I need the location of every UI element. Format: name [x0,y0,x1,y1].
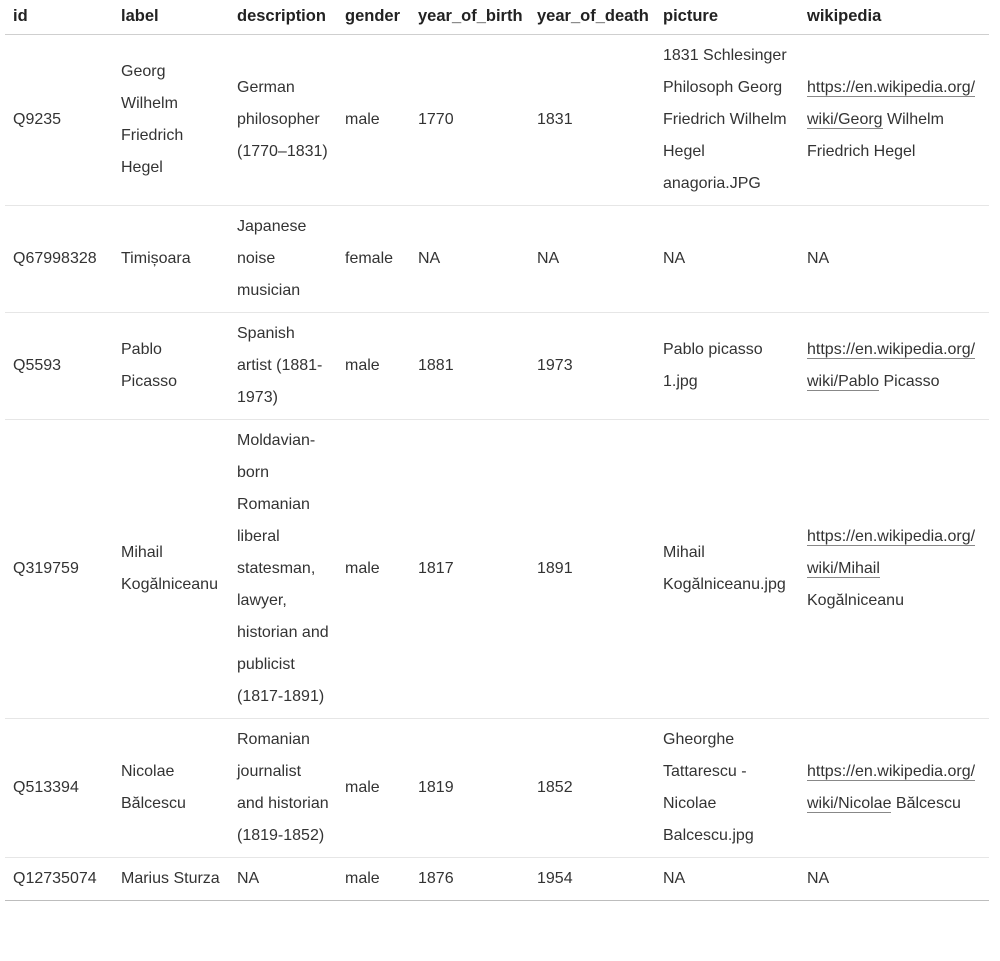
cell-label: Pablo Picasso [113,313,229,420]
cell-picture: 1831 Schlesinger Philosoph Georg Friedrich Wilhelm Hegel anagoria.JPG [655,35,799,206]
cell-year-of-birth: NA [410,206,529,313]
table-row [5,420,989,719]
wikipedia-link[interactable]: https://en.wikipedia.org/wiki/Nicolae [807,763,976,812]
cell-wikipedia [799,858,989,901]
people-table [5,0,989,901]
header-row [5,0,989,35]
cell-label: Timișoara [113,206,229,313]
cell-id: Q319759 [5,420,113,719]
wikipedia-link-rest: Wilhelm Friedrich Hegel [807,111,944,160]
wikipedia-link[interactable]: https://en.wikipedia.org/wiki/Georg [807,79,976,128]
cell-gender: male [337,35,410,206]
cell-label: Mihail Kogălniceanu [113,420,229,719]
cell-gender: male [337,719,410,858]
cell-wikipedia [799,206,989,313]
cell-label: Nicolae Bălcescu [113,719,229,858]
cell-description: Romanian journalist and historian (1819-1852) [229,719,337,858]
cell-gender: male [337,313,410,420]
table-header [5,0,989,35]
column-header-id: id [5,0,113,35]
wikipedia-link-rest: Bălcescu [891,795,961,812]
table-row [5,858,989,901]
cell-picture: Mihail Kogălniceanu.jpg [655,420,799,719]
cell-gender: male [337,420,410,719]
cell-year-of-death: 1891 [529,420,655,719]
cell-description: Moldavian-born Romanian liberal statesman, lawyer, historian and publicist (1817-1891) [229,420,337,719]
cell-year-of-birth: 1876 [410,858,529,901]
cell-picture: NA [655,206,799,313]
table-row [5,206,989,313]
wikipedia-value: NA [807,250,830,267]
column-header-year-of-birth: year_of_birth [410,0,529,35]
cell-id: Q12735074 [5,858,113,901]
cell-picture: NA [655,858,799,901]
cell-year-of-death: 1831 [529,35,655,206]
cell-description: Japanese noise musician [229,206,337,313]
column-header-wikipedia: wikipedia [799,0,989,35]
cell-picture: Gheorghe Tattarescu - Nicolae Balcescu.jpg [655,719,799,858]
cell-gender: male [337,858,410,901]
cell-gender: female [337,206,410,313]
cell-year-of-death: 1852 [529,719,655,858]
column-header-description: description [229,0,337,35]
cell-year-of-death: 1954 [529,858,655,901]
cell-year-of-birth: 1881 [410,313,529,420]
cell-wikipedia [799,35,989,206]
column-header-year-of-death: year_of_death [529,0,655,35]
cell-description: German philosopher (1770–1831) [229,35,337,206]
cell-id: Q5593 [5,313,113,420]
cell-description: Spanish artist (1881-1973) [229,313,337,420]
table-row [5,719,989,858]
cell-description: NA [229,858,337,901]
column-header-gender: gender [337,0,410,35]
table-row [5,35,989,206]
cell-year-of-death: NA [529,206,655,313]
cell-year-of-birth: 1770 [410,35,529,206]
table-row [5,313,989,420]
column-header-picture: picture [655,0,799,35]
cell-label: Georg Wilhelm Friedrich Hegel [113,35,229,206]
wikipedia-link-rest: Picasso [879,373,940,390]
cell-year-of-birth: 1819 [410,719,529,858]
wikipedia-value: NA [807,870,830,887]
cell-wikipedia [799,313,989,420]
cell-id: Q67998328 [5,206,113,313]
cell-label: Marius Sturza [113,858,229,901]
cell-picture: Pablo picasso 1.jpg [655,313,799,420]
table-body [5,35,989,901]
wikipedia-link[interactable]: https://en.wikipedia.org/wiki/Pablo [807,341,976,390]
cell-wikipedia [799,420,989,719]
cell-wikipedia [799,719,989,858]
cell-id: Q513394 [5,719,113,858]
wikipedia-link[interactable]: https://en.wikipedia.org/wiki/Mihail [807,528,976,577]
cell-year-of-birth: 1817 [410,420,529,719]
cell-id: Q9235 [5,35,113,206]
column-header-label: label [113,0,229,35]
wikipedia-link-rest: Kogălniceanu [807,592,904,609]
cell-year-of-death: 1973 [529,313,655,420]
